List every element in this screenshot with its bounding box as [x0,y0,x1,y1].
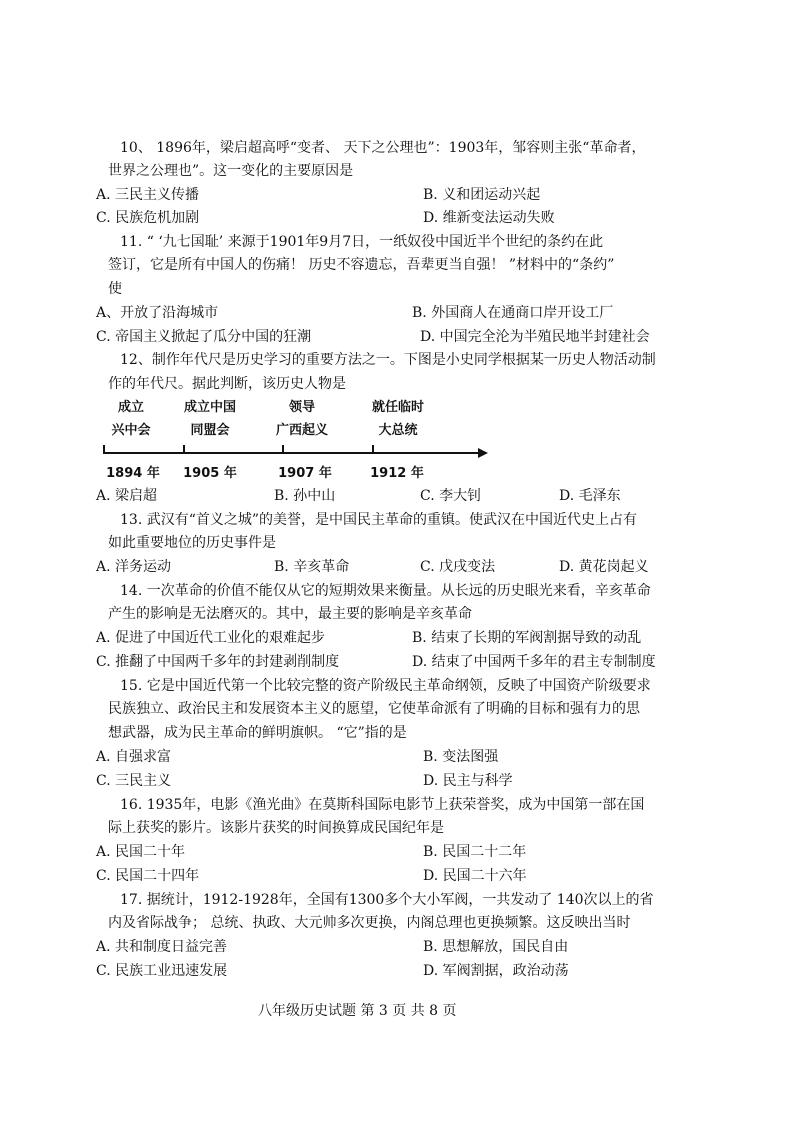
q10-option-d: D. 维新变法运动失败 [423,210,555,226]
q15-stem-line1: 15. 它是中国近代第一个比较完整的资产阶级民主革命纲领，反映了中国资产阶级要求 [120,678,651,694]
q17-option-d: D. 军阀割据，政治动荡 [423,963,569,979]
q14-option-a: A. 促进了中国近代工业化的艰难起步 [96,630,326,646]
timeline-event1-bottom: 兴中会 [111,423,151,438]
q12-stem-line1: 12、制作年代尺是历史学习的重要方法之一。下图是小史同学根据某一历史人物活动制 [120,352,656,368]
q15-option-b: B. 变法图强 [423,749,499,765]
timeline-event4-bottom: 大总统 [378,423,418,438]
q10-stem-line2: 世界之公理也”。这一变化的主要原因是 [108,163,354,179]
q16-stem-line1: 16. 1935年，电影《渔光曲》在莫斯科国际电影节上获荣誉奖，成为中国第一部在国 [120,797,645,813]
q13-option-c: C. 戊戌变法 [420,559,496,575]
q11-option-d: D. 中国完全沦为半殖民地半封建社会 [420,329,650,345]
q17-stem-line2: 内及省际战争； 总统、执政、大元帅多次更换，内阁总理也更换频繁。这反映出当时 [108,915,631,931]
q11-option-b: B. 外国商人在通商口岸开设工厂 [412,305,614,321]
q11-option-c: C. 帝国主义掀起了瓜分中国的狂潮 [96,329,312,345]
timeline-year-1905: 1905 年 [183,466,237,481]
q10-stem-line1: 10、 1896年，梁启超高呼“变者、 天下之公理也”：1903年，邹容则主张“革命者， [120,140,646,156]
q17-option-a: A. 共和制度日益完善 [96,939,228,955]
timeline-event1-top: 成立 [117,400,144,415]
q16-stem-line2: 际上获奖的影片。该影片获奖的时间换算成民国纪年是 [108,820,444,836]
q12-option-c: C. 李大钊 [420,488,482,504]
q10-option-b: B. 义和团运动兴起 [423,187,541,203]
timeline-year-1894: 1894 年 [106,466,160,481]
q17-option-b: B. 思想解放，国民自由 [423,939,569,955]
q13-stem-line2: 如此重要地位的历史事件是 [108,535,276,551]
timeline-event4-top: 就任临时 [371,400,424,415]
q14-stem-line2: 产生的影响是无法磨灭的。其中，最主要的影响是辛亥革命 [108,606,472,622]
q15-option-a: A. 自强求富 [96,749,172,765]
q11-stem-line2: 签订，它是所有中国人的伤痛！ 历史不容遗忘，吾辈更当自强！ ”材料中的“条约” [108,257,615,273]
q16-option-a: A. 民国二十年 [96,844,186,860]
q13-option-b: B. 辛亥革命 [274,559,350,575]
page-footer: 八年级历史试题 第 3 页 共 8 页 [258,1003,457,1019]
q16-option-d: D. 民国二十六年 [423,868,527,884]
q14-option-d: D. 结束了中国两千多年的君主专制制度 [412,654,656,670]
q17-option-c: C. 民族工业迅速发展 [96,963,228,979]
q16-option-b: B. 民国二十二年 [423,844,527,860]
q12-option-a: A. 梁启超 [96,488,158,504]
q10-option-a: A. 三民主义传播 [96,187,200,203]
q14-stem-line1: 14. 一次革命的价值不能仅从它的短期效果来衡量。从长远的历史眼光来看，辛亥革命 [120,583,651,599]
q12-option-d: D. 毛泽东 [559,488,621,504]
q17-stem-line1: 17. 据统计，1912-1928年，全国有1300多个大小军阀，一共发动了 140次以上的省 [120,892,654,908]
q13-option-d: D. 黄花岗起义 [559,559,649,575]
q15-stem-line2: 民族独立、政治民主和发展资本主义的愿望，它使革命派有了明确的目标和强有力的思 [108,701,640,717]
q10-option-c: C. 民族危机加剧 [96,210,200,226]
q16-option-c: C. 民国二十四年 [96,868,200,884]
q13-option-a: A. 洋务运动 [96,559,172,575]
timeline-event2-top: 成立中国 [183,400,236,415]
q11-stem-line3: 使 [108,281,122,297]
q11-option-a: A、开放了沿海城市 [96,305,219,321]
timeline-event3-bottom: 广西起义 [275,423,328,438]
q12-option-b: B. 孙中山 [274,488,336,504]
q15-option-c: C. 三民主义 [96,773,172,789]
q11-stem-line1: 11. “ ‘九七国耻’ 来源于1901年9月7日，一纸奴役中国近半个世纪的条约在此 [120,234,604,250]
timeline-year-1907: 1907 年 [278,466,332,481]
timeline-event2-bottom: 同盟会 [190,423,230,438]
timeline-event3-top: 领导 [288,400,315,415]
q14-option-b: B. 结束了长期的军阀割据导致的动乱 [412,630,642,646]
q15-stem-line3: 想武器，成为民主革命的鲜明旗帜。 “它”指的是 [108,725,407,741]
q15-option-d: D. 民主与科学 [423,773,513,789]
timeline-arrow-icon [478,448,488,458]
q13-stem-line1: 13. 武汉有“首义之城”的美誉，是中国民主革命的重镇。使武汉在中国近代史上占有 [120,512,638,528]
q14-option-c: C. 推翻了中国两千多年的封建剥削制度 [96,654,340,670]
timeline-year-1912: 1912 年 [370,466,424,481]
q12-stem-line2: 作的年代尺。据此判断，该历史人物是 [108,376,346,392]
